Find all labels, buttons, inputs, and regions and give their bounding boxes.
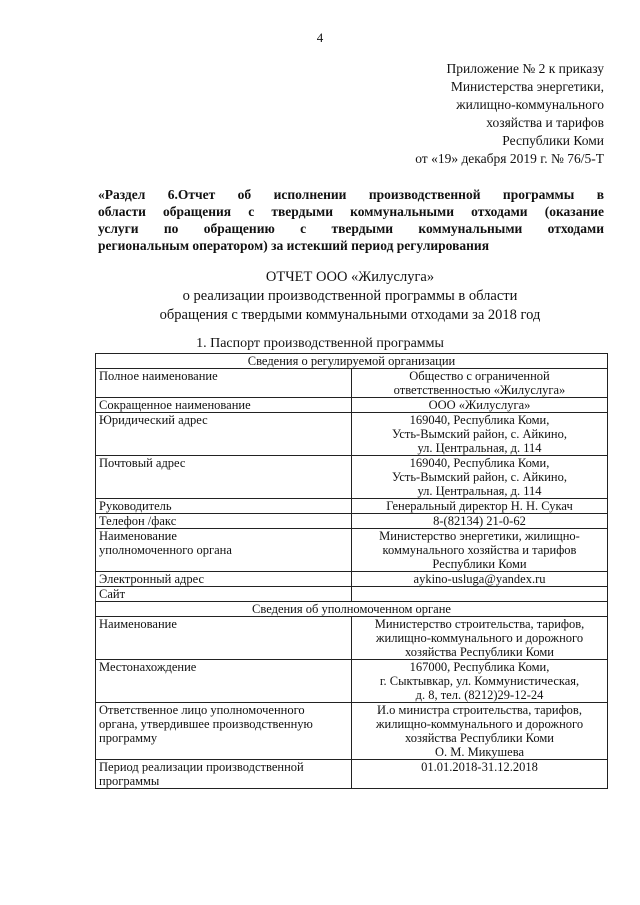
table-row (96, 660, 608, 703)
appendix-line: от «19» декабря 2019 г. № 76/5-Т (415, 151, 604, 166)
row-value-line: Генеральный директор Н. Н. Сукач (386, 499, 573, 513)
report-subtitle: обращения с твердыми коммунальными отходами за 2018 год (159, 307, 541, 323)
row-value-line: ООО «Жилуслуга» (428, 398, 531, 412)
table-row (96, 514, 608, 529)
row-value (352, 660, 608, 703)
row-value-line: Республики Коми (432, 557, 527, 571)
row-value-line: Усть-Вымский район, с. Айкино, (391, 470, 567, 484)
table-row (96, 703, 608, 760)
table-row (96, 369, 608, 398)
row-label (96, 369, 352, 398)
row-label (96, 660, 352, 703)
row-value-line: О. М. Микушева (434, 745, 525, 759)
row-value-line: 169040, Республика Коми, (409, 413, 550, 427)
table-row (96, 529, 608, 572)
row-label-line: Юридический адрес (99, 413, 208, 427)
row-value (352, 760, 608, 789)
row-value-line: г. Сыктывкар, ул. Коммунистическая, (379, 674, 580, 688)
page-number: 4 (316, 30, 324, 45)
row-value (352, 413, 608, 456)
row-label-line: органа, утвердившее производственную (99, 717, 313, 731)
row-label (96, 760, 352, 789)
section-header-row (96, 602, 608, 617)
appendix-line: Республики Коми (502, 133, 604, 148)
row-label-line: Местонахождение (99, 660, 197, 674)
row-value (352, 499, 608, 514)
row-value-line: aykino-usluga@yandex.ru (413, 572, 546, 586)
row-label-line: Руководитель (99, 499, 172, 513)
table-row (96, 617, 608, 660)
row-value-line: Министерство строительства, тарифов, (374, 617, 585, 631)
row-label (96, 529, 352, 572)
section-heading-line: региональным оператором) за истекший период регулирования (98, 238, 489, 253)
row-label-line: Сокращенное наименование (99, 398, 251, 412)
section-header: Сведения о регулируемой организации (96, 354, 608, 369)
table-row (96, 398, 608, 413)
row-label-line: Сайт (99, 587, 126, 601)
section-heading-line: «Раздел 6.Отчет об исполнении производственной программы в (98, 187, 604, 202)
row-value (352, 398, 608, 413)
row-value-line: И.о министра строительства, тарифов, (377, 703, 582, 717)
passport-table (95, 353, 608, 789)
row-value-line: жилищно-коммунального и дорожного (375, 631, 584, 645)
appendix-line: жилищно-коммунального (456, 97, 604, 112)
row-value-line: 167000, Республика Коми, (409, 660, 550, 674)
section-heading-line: области обращения с твердыми коммунальными отходами (оказание (98, 204, 604, 219)
appendix-line: Приложение № 2 к приказу (446, 61, 604, 76)
section-header-row (96, 354, 608, 369)
section-heading-line: услуги по обращению с твердыми коммунальными отходами (98, 221, 604, 236)
row-label-line: Почтовый адрес (99, 456, 186, 470)
row-value-line: Усть-Вымский район, с. Айкино, (391, 427, 567, 441)
appendix-line: Министерства энергетики, (450, 79, 604, 94)
row-value-line: коммунального хозяйства и тарифов (382, 543, 577, 557)
row-label-line: Электронный адрес (99, 572, 205, 586)
passport-title: 1. Паспорт производственной программы (196, 336, 444, 351)
row-value (352, 587, 608, 602)
row-value-line: хозяйства Республики Коми (405, 645, 554, 659)
report-subtitle: о реализации производственной программы в области (182, 288, 518, 304)
row-label-line: Наименование (99, 617, 177, 631)
row-label (96, 514, 352, 529)
row-label-line: Телефон /факс (99, 514, 177, 528)
row-label-line: программы (99, 774, 160, 788)
row-value-line: ответственностью «Жилуслуга» (393, 383, 566, 397)
row-label-line: программу (99, 731, 158, 745)
appendix-block (304, 60, 604, 168)
table-row (96, 499, 608, 514)
report-title: ОТЧЕТ ООО «Жилуслуга» (265, 269, 435, 285)
appendix-line: хозяйства и тарифов (486, 115, 604, 130)
row-value (352, 529, 608, 572)
row-value-line: 8-(82134) 21-0-62 (433, 514, 526, 528)
row-label-line: Период реализации производственной (99, 760, 304, 774)
row-value-line: ул. Центральная, д. 114 (417, 441, 542, 455)
row-value-line: жилищно-коммунального и дорожного (375, 717, 584, 731)
row-value (352, 514, 608, 529)
section-header: Сведения об уполномоченном органе (96, 602, 608, 617)
report-title-block (100, 268, 600, 325)
row-value-line: 169040, Республика Коми, (409, 456, 550, 470)
row-value (352, 703, 608, 760)
row-value-line: Министерство энергетики, жилищно- (379, 529, 580, 543)
table-row (96, 760, 608, 789)
row-label (96, 398, 352, 413)
row-value (352, 572, 608, 587)
row-value (352, 456, 608, 499)
row-label-line: уполномоченного органа (99, 543, 232, 557)
row-label (96, 456, 352, 499)
row-label-line: Наименование (99, 529, 177, 543)
row-label (96, 413, 352, 456)
row-value-line: д. 8, тел. (8212)29-12-24 (415, 688, 544, 702)
row-value-line: 01.01.2018-31.12.2018 (421, 760, 538, 774)
row-label (96, 499, 352, 514)
table-row (96, 413, 608, 456)
row-label (96, 572, 352, 587)
row-value-line: Общество с ограниченной (409, 369, 550, 383)
row-value (352, 369, 608, 398)
row-value-line: ул. Центральная, д. 114 (417, 484, 542, 498)
row-label-line: Полное наименование (99, 369, 218, 383)
row-label (96, 587, 352, 602)
table-row (96, 456, 608, 499)
row-label (96, 617, 352, 660)
row-value-line: хозяйства Республики Коми (405, 731, 554, 745)
row-label (96, 703, 352, 760)
section-heading (98, 186, 604, 254)
row-value (352, 617, 608, 660)
table-row (96, 587, 608, 602)
row-value-line (355, 587, 604, 601)
table-row (96, 572, 608, 587)
row-label-line: Ответственное лицо уполномоченного (99, 703, 305, 717)
